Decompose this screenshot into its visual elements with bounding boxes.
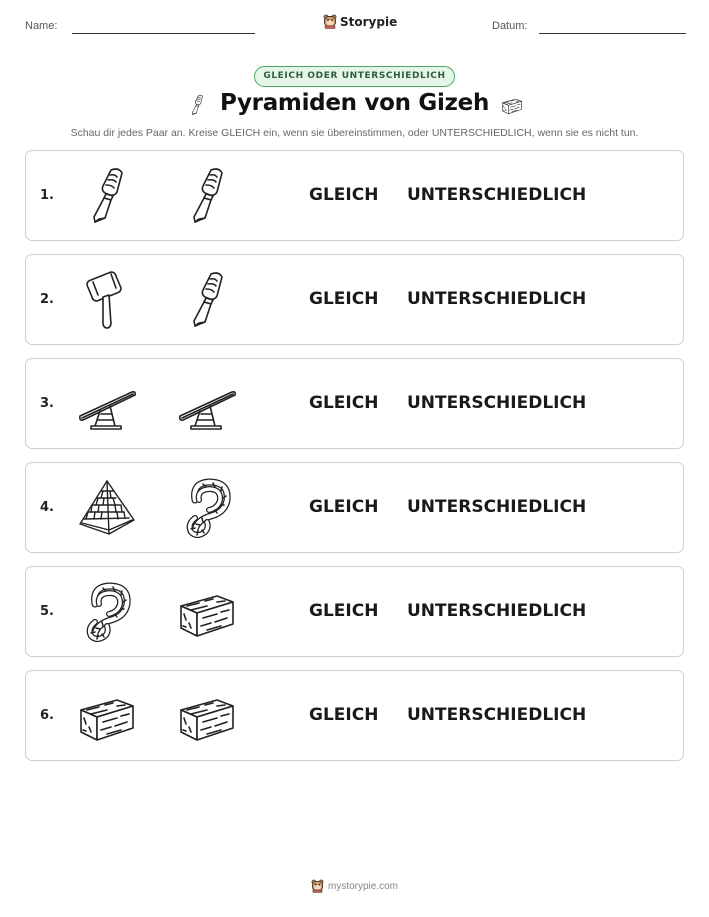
question-row-2 [25,254,684,345]
option-unterschiedlich[interactable]: UNTERSCHIEDLICH [407,705,587,725]
name-label: Name: [25,20,58,32]
question-number: 5. [40,604,54,619]
option-unterschiedlich[interactable]: UNTERSCHIEDLICH [407,393,587,413]
name-field[interactable] [72,33,255,34]
footer-url[interactable]: mystorypie.com [327,880,398,892]
stone-block-icon [176,582,238,642]
question-row-6 [25,670,684,761]
option-gleich[interactable]: GLEICH [309,601,379,621]
storypie-mascot-icon [311,879,324,893]
lever-icon [176,374,238,434]
chisel-icon [176,166,238,226]
option-unterschiedlich[interactable]: UNTERSCHIEDLICH [407,601,587,621]
question-number: 6. [40,708,54,723]
question-number: 1. [40,188,54,203]
footer [0,879,709,893]
rope-icon [176,478,238,538]
mallet-icon [76,270,138,330]
brand-name: Storypie [340,14,398,29]
option-gleich[interactable]: GLEICH [309,289,379,309]
stone-block-icon [176,686,238,746]
pyramid-icon [76,478,138,538]
option-gleich[interactable]: GLEICH [309,497,379,517]
stone-block-icon [496,94,528,116]
storypie-mascot-icon [323,14,337,29]
question-number: 3. [40,396,54,411]
page-title: Pyramiden von Gizeh [219,90,490,116]
lever-icon [76,374,138,434]
date-field[interactable] [539,33,686,34]
worksheet-type-badge: GLEICH ODER UNTERSCHIEDLICH [254,66,455,87]
option-unterschiedlich[interactable]: UNTERSCHIEDLICH [407,185,587,205]
question-row-5 [25,566,684,657]
option-gleich[interactable]: GLEICH [309,705,379,725]
question-row-1 [25,150,684,241]
brand-logo [323,14,397,29]
instructions: Schau dir jedes Paar an. Kreise GLEICH ein, wenn sie übereinstimmen, oder UNTERSCHIEDLICH, wenn sie es nicht tun. [70,127,639,139]
question-number: 2. [40,292,54,307]
chisel-icon [176,270,238,330]
option-unterschiedlich[interactable]: UNTERSCHIEDLICH [407,497,587,517]
option-unterschiedlich[interactable]: UNTERSCHIEDLICH [407,289,587,309]
date-label: Datum: [492,20,528,32]
option-gleich[interactable]: GLEICH [309,185,379,205]
option-gleich[interactable]: GLEICH [309,393,379,413]
question-row-4 [25,462,684,553]
chisel-icon [76,166,138,226]
stone-block-icon [76,686,138,746]
question-number: 4. [40,500,54,515]
rope-icon [76,582,138,642]
question-row-3 [25,358,684,449]
